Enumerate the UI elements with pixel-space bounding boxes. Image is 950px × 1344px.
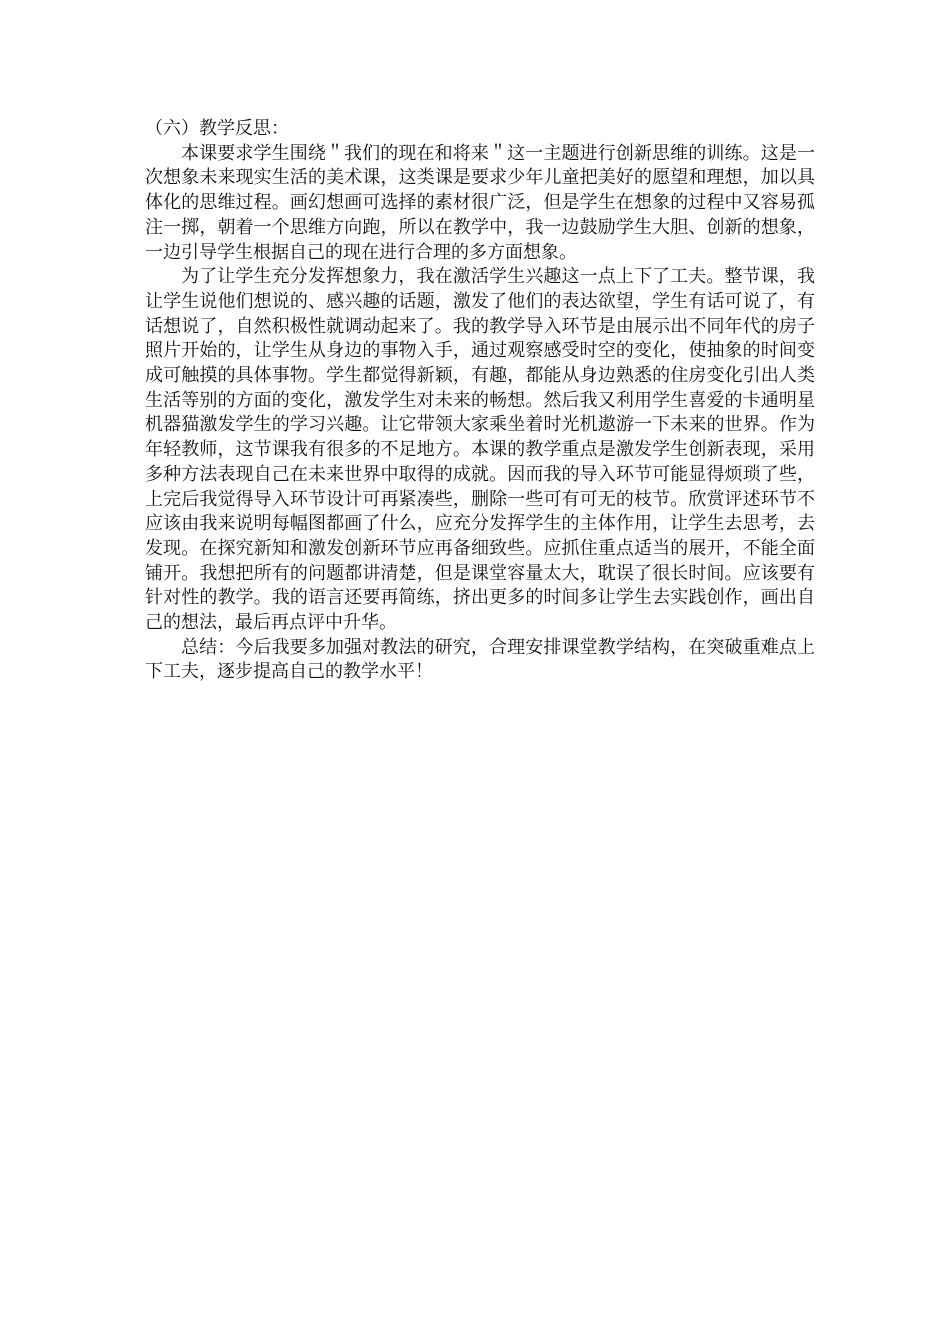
document-body <box>145 117 815 685</box>
paragraph-reflection: 为了让学生充分发挥想象力，我在激活学生兴趣这一点上下了工夫。整节课，我让学生说他们想说的、感兴趣的话题，激发了他们的表达欲望，学生有话可说了，有话想说了，自然积极性就调动起来了。我的教学导入环节是由展示出不同年代的房子照片开始的，让学生从身边的事物入手，通过观察感受时空的变化，使抽象的时间变成可触摸的具体事物。学生都觉得新颖，有趣，都能从身边熟悉的住房变化引出人类生活等别的方面的变化，激发学生对未来的畅想。然后我又利用学生喜爱的卡通明星机器猫激发学生的学习兴趣。让它带领大家乘坐着时光机遨游一下未来的世界。作为年轻教师，这节课我有很多的不足地方。本课的教学重点是激发学生创新表现，采用多种方法表现自己在未来世界中取得的成就。因而我的导入环节可能显得烦琐了些，上完后我觉得导入环节设计可再紧凑些，删除一些可有可无的枝节。欣赏评述环节不应该由我来说明每幅图都画了什么，应充分发挥学生的主体作用，让学生去思考，去发现。在探究新知和激发创新环节应再备细致些。应抓住重点适当的展开，不能全面铺开。我想把所有的问题都讲清楚，但是课堂容量太大，耽误了很长时间。应该要有针对性的教学。我的语言还要再简练，挤出更多的时间多让学生去实践创作，画出自己的想法，最后再点评中升华。 <box>145 266 815 634</box>
paragraph-summary: 总结：今后我要多加强对教法的研究，合理安排课堂教学结构，在突破重难点上下工夫，逐步提高自己的教学水平！ <box>145 636 815 683</box>
paragraph-lesson-goal: 本课要求学生围绕＂我们的现在和将来＂这一主题进行创新思维的训练。这是一次想象未来现实生活的美术课，这类课是要求少年儿童把美好的愿望和理想，加以具体化的思维过程。画幻想画可选择的素材很广泛，但是学生在想象的过程中又容易孤注一掷，朝着一个思维方向跑，所以在教学中，我一边鼓励学生大胆、创新的想象，一边引导学生根据自己的现在进行合理的多方面想象。 <box>145 142 815 263</box>
section-heading: （六）教学反思： <box>145 118 289 139</box>
